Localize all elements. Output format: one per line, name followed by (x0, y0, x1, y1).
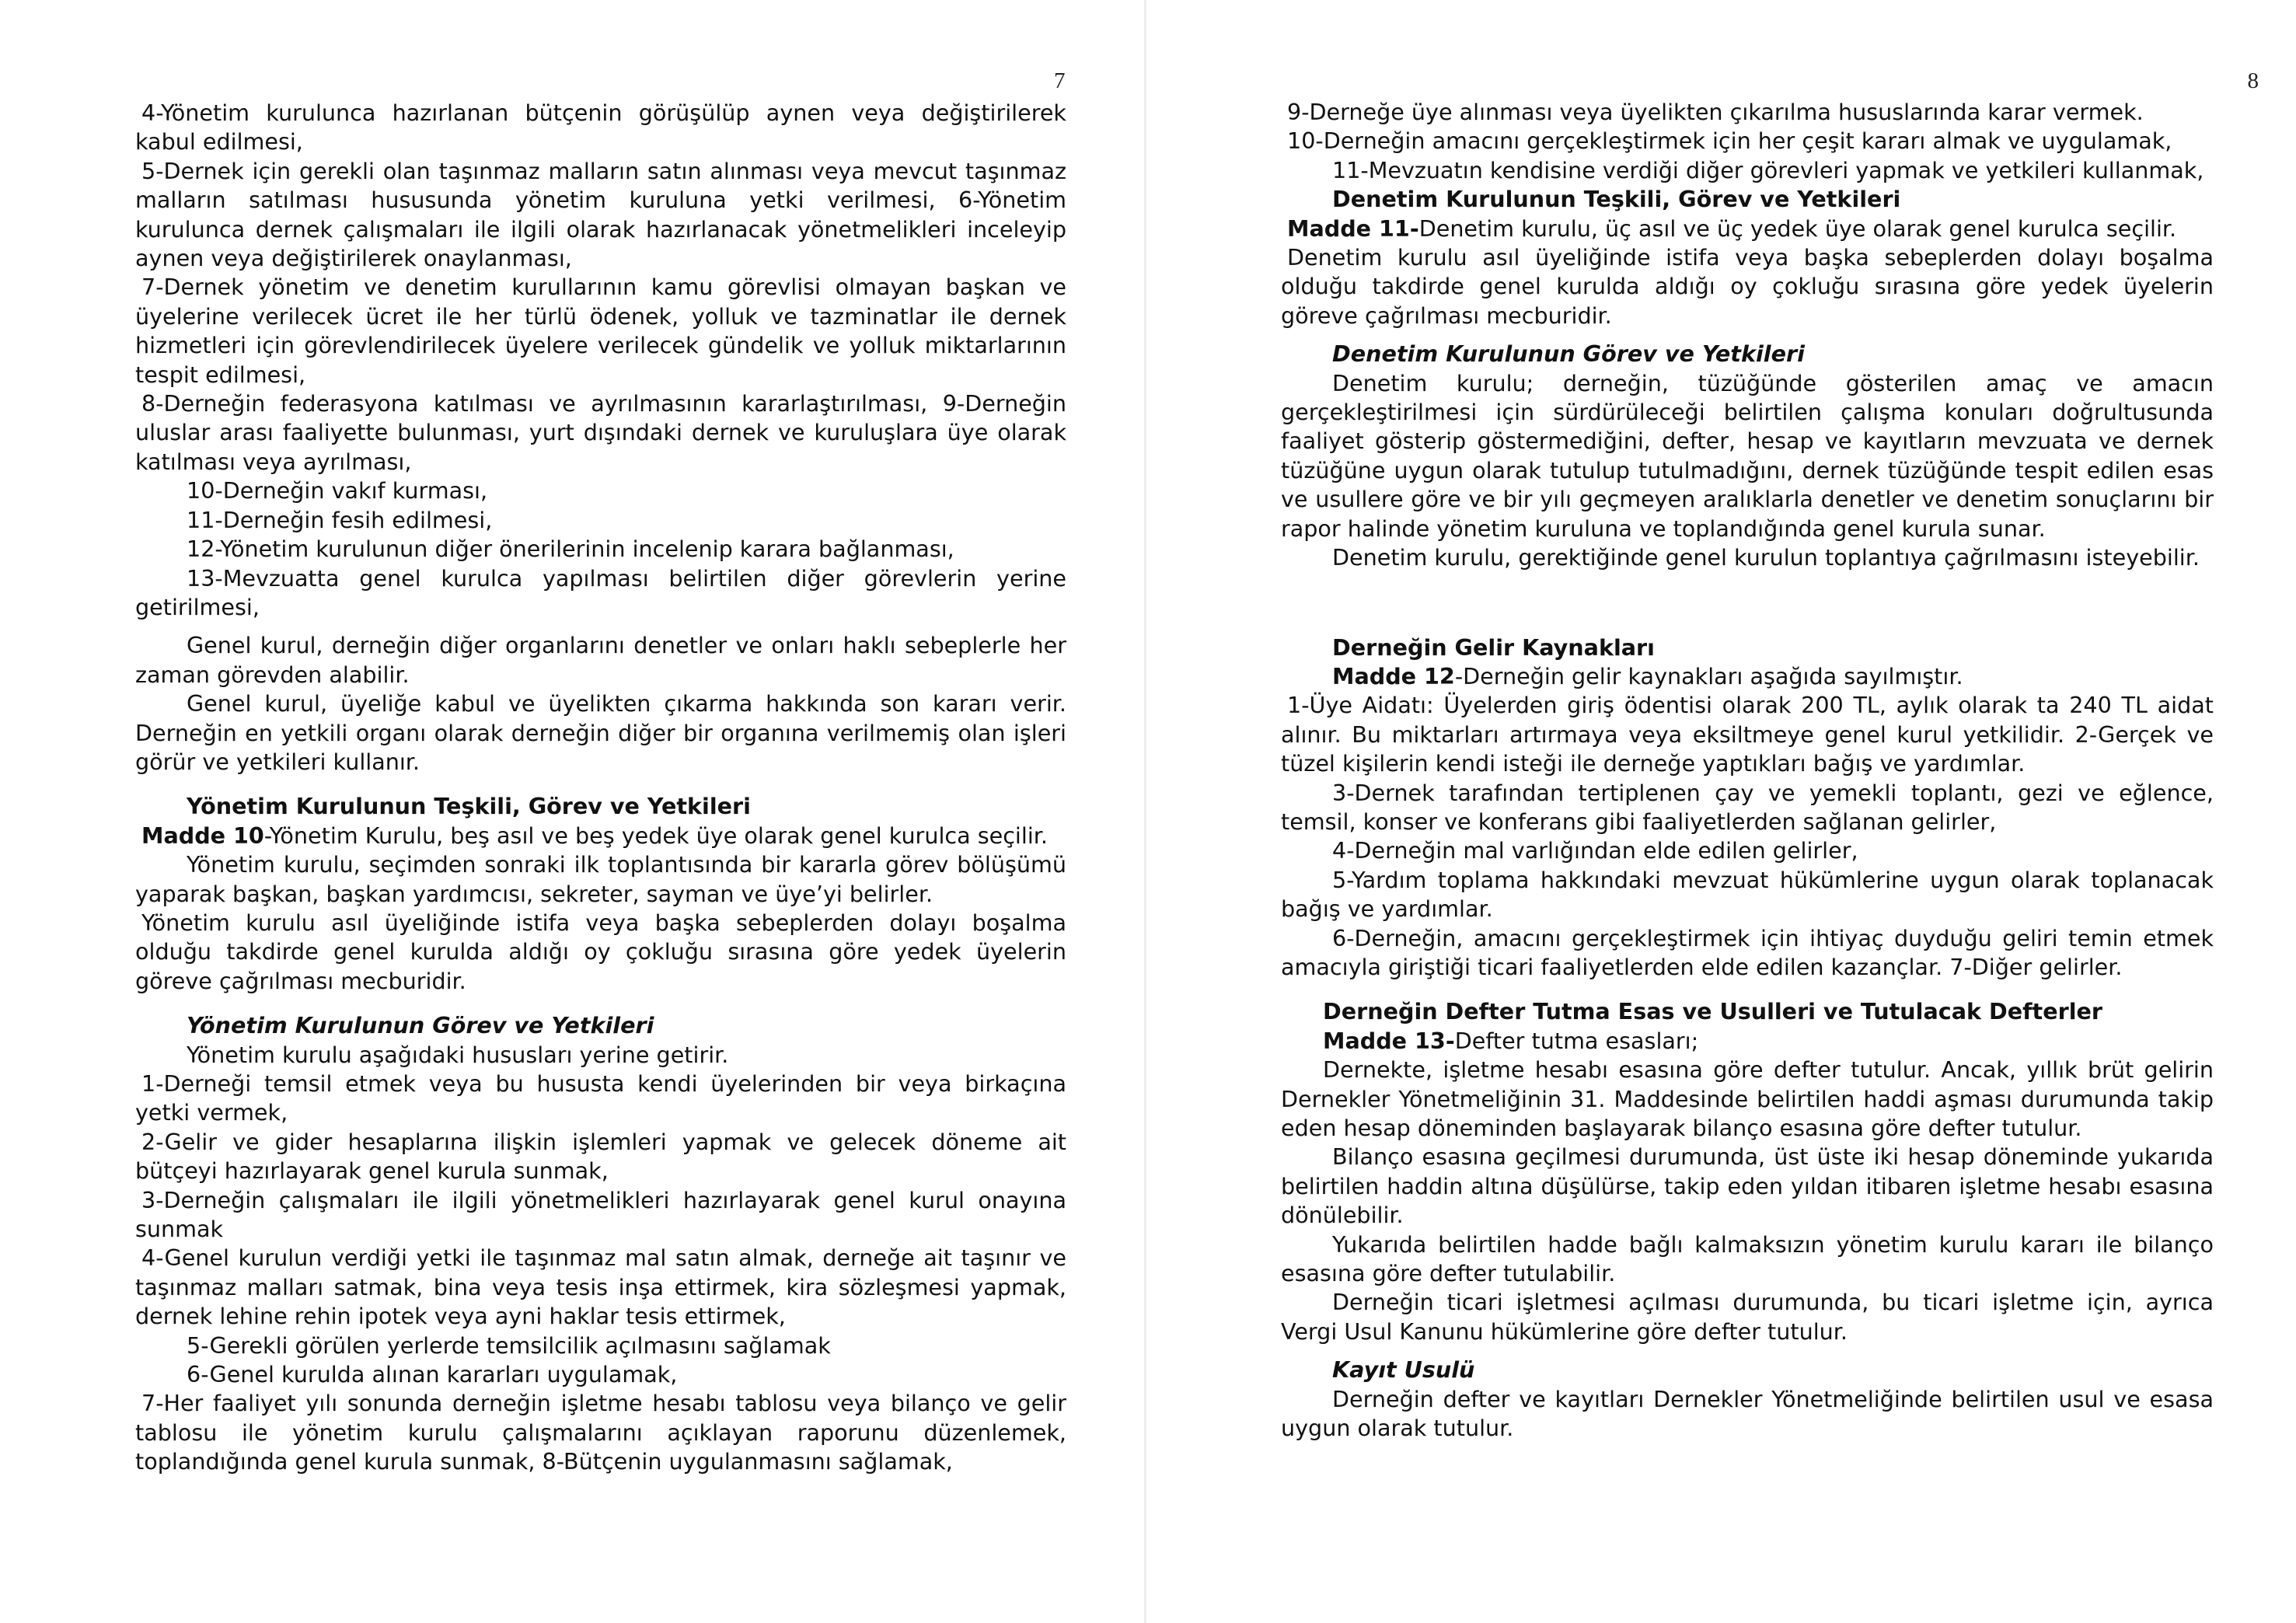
list-item: 3-Derneğin çalışmaları ile ilgili yönetmelikleri hazırlayarak genel kurul onayına sunmak (135, 1186, 1066, 1243)
paragraph: 5-Dernek için gerekli olan taşınmaz malların satın alınması veya mevcut taşınmaz malların satılması hususunda yönetim kuruluna yetki verilmesi, 6-Yönetim kurulunca dernek çalışmaları ile ilgili olarak hazırlanacak yönetmelikleri inceleyip aynen veya değiştirilerek onaylanması, (135, 157, 1066, 272)
article-paragraph (1281, 1027, 2214, 1056)
list-item: 4-Genel kurulun verdiği yetki ile taşınmaz mal satın almak, derneğe ait taşınır ve taşınmaz malları satmak, bina veya tesis inşa ettirmek, kira sözleşmesi yapmak, dernek lehine rehin ipotek veya ayni haklar tesis ettirmek, (135, 1244, 1066, 1330)
list-item: 1-Derneği temsil etmek veya bu hususta kendi üyelerinden bir veya birkaçına yetki vermek, (135, 1070, 1066, 1126)
section-heading: Denetim Kurulunun Görev ve Yetkileri (1332, 340, 1805, 368)
section-heading: Yönetim Kurulunun Görev ve Yetkileri (187, 1012, 654, 1039)
paragraph: 7-Dernek yönetim ve denetim kurullarının kamu görevlisi olmayan başkan ve üyelerine verilecek ücret ile her türlü ödenek, yolluk ve tazminatlar ile dernek hizmetleri için görevlendirilecek üyelere verilecek gündelik ve yolluk miktarlarının tespit edilmesi, (135, 274, 1066, 388)
article-label: Madde 13- (1323, 1027, 1455, 1054)
article-paragraph (1281, 215, 2214, 243)
list-item: 5-Yardım toplama hakkındaki mevzuat hükümlerine uygun olarak toplanacak bağış ve yardımlar. (1281, 866, 2214, 923)
article-text: -Yönetim Kurulu, beş asıl ve beş yedek üye olarak genel kurulca seçilir. (263, 822, 1048, 849)
article-text: Denetim kurulu, üç asıl ve üç yedek üye olarak genel kurulca seçilir. (1418, 215, 2177, 242)
paragraph: Yukarıda belirtilen hadde bağlı kalmaksızın yönetim kurulu kararı ile bilanço esasına göre defter tutulabilir. (1281, 1230, 2214, 1287)
paragraph: 13-Mevzuatta genel kurulca yapılması belirtilen diğer görevlerin yerine getirilmesi, (135, 564, 1066, 620)
paragraph: 12-Yönetim kurulunun diğer önerilerinin incelenip karara bağlanması, (187, 536, 954, 563)
list-item: 7-Her faaliyet yılı sonunda derneğin işletme hesabı tablosu veya bilanço ve gelir tablosu ile yönetim kurulu çalışmalarını açıklayan raporunu düzenlemek, toplandığında genel kurula sunmak, 8-Bütçenin uygulanmasını sağlamak, (135, 1390, 1066, 1475)
paragraph: Derneğin defter ve kayıtları Dernekler Yönetmeliğinde belirtilen usul ve esasa uygun olarak tutulur. (1281, 1385, 2214, 1442)
article-paragraph (135, 822, 1066, 850)
paragraph: Yönetim kurulu asıl üyeliğinde istifa veya başka sebeplerden dolayı boşalma olduğu takdirde genel kurulda aldığı oy çokluğu sırasına göre yedek üyelerin göreve çağrılması mecburidir. (135, 909, 1066, 994)
paragraph: Bilanço esasına geçilmesi durumunda, üst üste iki hesap döneminde yukarıda belirtilen haddin altına düşülürse, takip eden yıldan itibaren işletme hesabı esasına dönülebilir. (1281, 1143, 2214, 1229)
article-label: Madde 12 (1332, 662, 1455, 689)
article-text: Defter tutma esasları; (1454, 1027, 1699, 1054)
article-text: -Derneğin gelir kaynakları aşağıda sayılmıştır. (1454, 662, 1963, 689)
page-text-column (135, 99, 1066, 1477)
section-heading: Kayıt Usulü (1332, 1356, 1475, 1384)
section-heading: Derneğin Defter Tutma Esas ve Usulleri ve Tutulacak Defterler (1323, 998, 2102, 1025)
section-heading: Derneğin Gelir Kaynakları (1332, 633, 1655, 661)
page-number: 7 (1054, 68, 1066, 93)
paragraph: Derneğin ticari işletmesi açılması durumunda, bu ticari işletme için, ayrıca Vergi Usul Kanunu hükümlerine göre defter tutulur. (1281, 1289, 2214, 1345)
article-label: Madde 11- (1287, 215, 1419, 242)
list-item: 1-Üye Aidatı: Üyelerden giriş ödentisi olarak 200 TL, aylık olarak ta 240 TL aidat alınır. Bu miktarları artırmaya veya eksiltmeye genel kurul yetkilidir. 2-Gerçek ve tüzel kişilerin kendi isteği ile derneğe yaptıkları bağış ve yardımlar. (1281, 692, 2214, 777)
paragraph: Dernekte, işletme hesabı esasına göre defter tutulur. Ancak, yıllık brüt gelirin Dernekler Yönetmeliğinin 31. Maddesinde belirtilen haddi aşması durumunda takip eden hesap döneminden başlayarak bilanço esasına göre defter tutulur. (1281, 1056, 2214, 1141)
list-item: 2-Gelir ve gider hesaplarına ilişkin işlemleri yapmak ve gelecek döneme ait bütçeyi hazırlayarak genel kurula sunmak, (135, 1128, 1066, 1185)
paragraph: Genel kurul, üyeliğe kabul ve üyelikten çıkarma hakkında son kararı verir. Derneğin en yetkili organı olarak derneğin diğer bir organına verilmemiş olan işleri görür ve yetkileri kullanır. (135, 690, 1066, 775)
list-item: 3-Dernek tarafından tertiplenen çay ve yemekli toplantı, gezi ve eğlence, temsil, konser ve konferans gibi faaliyetlerden sağlanan gelirler, (1281, 779, 2214, 835)
document-page-left (0, 0, 1144, 1623)
paragraph: 8-Derneğin federasyona katılması ve ayrılmasının kararlaştırılması, 9-Derneğin uluslar arası faaliyette bulunması, yurt dışındaki dernek ve kuruluşlara üye olarak katılması veya ayrılması, (135, 390, 1066, 475)
paragraph: Genel kurul, derneğin diğer organlarını denetler ve onları haklı sebeplerle her zaman görevden alabilir. (135, 632, 1066, 688)
paragraph: Denetim kurulu; derneğin, tüzüğünde gösterilen amaç ve amacın gerçekleştirilmesi için sürdürüleceği belirtilen çalışma konuları doğrultusunda faaliyet gösterip göstermediğini, defter, hesap ve kayıtların mevzuata ve dernek tüzüğüne uygun olarak tutulup tutulmadığını, dernek tüzüğünde tespit edilen esas ve usullere göre ve bir yılı geçmeyen aralıklarla denetler ve denetim sonuçlarını bir rapor halinde yönetim kuruluna ve toplandığında genel kurula sunar. (1281, 369, 2214, 542)
paragraph: 4-Yönetim kurulunca hazırlanan bütçenin görüşülüp aynen veya değiştirilerek kabul edilmesi, (135, 99, 1066, 155)
article-paragraph (1281, 662, 2214, 691)
section-heading: Yönetim Kurulunun Teşkili, Görev ve Yetkileri (187, 793, 751, 820)
paragraph: Yönetim kurulu aşağıdaki hususları yerine getirir. (187, 1041, 729, 1068)
document-page-right (1146, 0, 2296, 1623)
list-item: 6-Genel kurulda alınan kararları uygulamak, (187, 1361, 678, 1388)
list-item: 6-Derneğin, amacını gerçekleştirmek için ihtiyaç duyduğu geliri temin etmek amacıyla giriştiği ticari faaliyetlerden elde edilen kazançlar. 7-Diğer gelirler. (1281, 924, 2214, 980)
paragraph: 11-Derneğin fesih edilmesi, (187, 506, 493, 533)
section-heading: Denetim Kurulunun Teşkili, Görev ve Yetkileri (1332, 186, 1901, 213)
list-item: 10-Derneğin amacını gerçekleştirmek için her çeşit kararı almak ve uygulamak, (1287, 127, 2172, 155)
list-item: 5-Gerekli görülen yerlerde temsilcilik açılmasını sağlamak (187, 1332, 831, 1359)
paragraph: Denetim kurulu, gerektiğinde genel kurulun toplantıya çağrılmasını isteyebilir. (1332, 544, 2200, 571)
list-item: 4-Derneğin mal varlığından elde edilen gelirler, (1332, 837, 1858, 864)
paragraph: Yönetim kurulu, seçimden sonraki ilk toplantısında bir kararla görev bölüşümü yaparak başkan, başkan yardımcısı, sekreter, sayman ve üye’yi belirler. (135, 851, 1066, 907)
list-item: 9-Derneğe üye alınması veya üyelikten çıkarılma hususlarında karar vermek. (1287, 99, 2144, 125)
article-label: Madde 10 (141, 822, 264, 849)
list-item: 11-Mevzuatın kendisine verdiği diğer görevleri yapmak ve yetkileri kullanmak, (1332, 156, 2204, 183)
page-text-column (1281, 98, 2214, 1443)
page-number: 8 (2247, 68, 2259, 93)
paragraph: 10-Derneğin vakıf kurması, (187, 477, 488, 504)
paragraph: Denetim kurulu asıl üyeliğinde istifa veya başka sebeplerden dolayı boşalma olduğu takdirde genel kurulda aldığı oy çokluğu sırasına göre yedek üyelerin göreve çağrılması mecburidir. (1281, 244, 2214, 329)
